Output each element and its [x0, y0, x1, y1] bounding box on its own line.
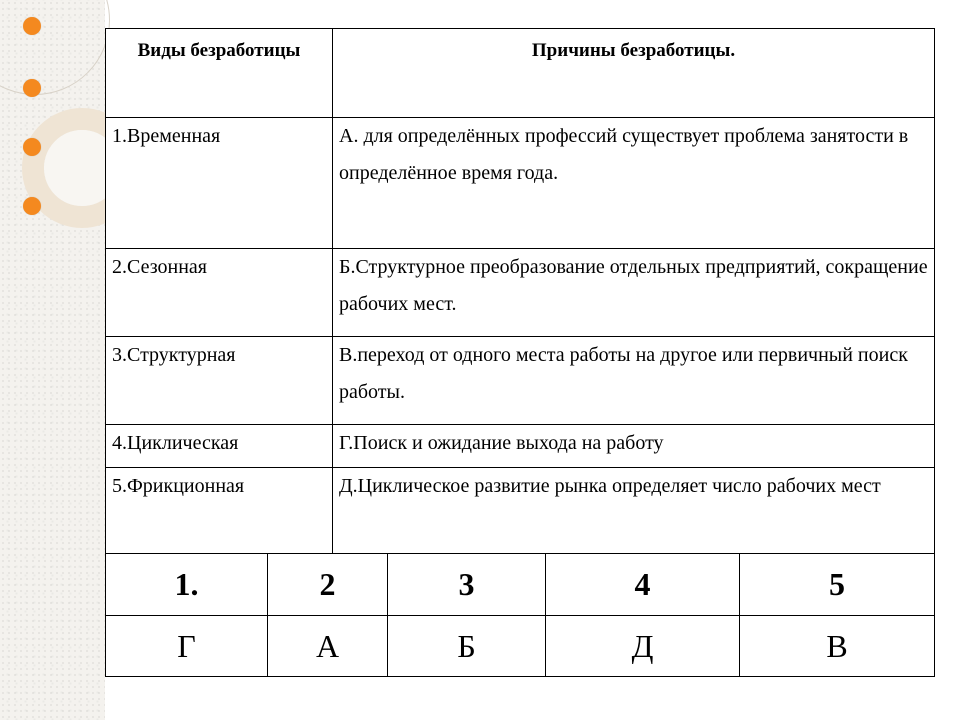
orange-dot-3: [23, 138, 41, 156]
answer-letter-cell: Д: [546, 616, 740, 677]
header-types-label: Виды безработицы: [137, 40, 301, 61]
unemployment-type-cell: 3.Структурная: [106, 337, 333, 425]
orange-dot-2: [23, 79, 41, 97]
answer-letter-cell: Б: [388, 616, 546, 677]
header-reasons-label: Причины безработицы.: [531, 40, 736, 61]
unemployment-reason-cell: Г.Поиск и ожидание выхода на работу: [333, 425, 935, 468]
header-reasons: [333, 29, 935, 118]
answer-number-cell: 4: [546, 554, 740, 616]
table-row: [106, 337, 935, 425]
unemployment-reason-cell: Б.Структурное преобразование отдельных предприятий, сокращение рабочих мест.: [333, 249, 935, 337]
table-row: [106, 118, 935, 249]
unemployment-reason-cell: Д.Циклическое развитие рынка определяет число рабочих мест: [333, 468, 935, 554]
answer-number-cell: 1.: [106, 554, 268, 616]
answer-letter-cell: Г: [106, 616, 268, 677]
answer-number-cell: 2: [268, 554, 388, 616]
answer-letter-cell: А: [268, 616, 388, 677]
answer-letters-row: [106, 616, 935, 677]
answer-number-cell: 3: [388, 554, 546, 616]
unemployment-table: [105, 28, 935, 554]
table-row: [106, 425, 935, 468]
unemployment-type-cell: 4.Циклическая: [106, 425, 333, 468]
answer-numbers-row: [106, 554, 935, 616]
unemployment-type-cell: 2.Сезонная: [106, 249, 333, 337]
table-row: [106, 249, 935, 337]
table-row: [106, 468, 935, 554]
unemployment-reason-cell: В.переход от одного места работы на другое или первичный поиск работы.: [333, 337, 935, 425]
header-types: [106, 29, 333, 118]
answer-number-cell: 5: [740, 554, 935, 616]
answer-letter-cell: В: [740, 616, 935, 677]
answer-table: [105, 553, 935, 677]
orange-dot-1: [23, 17, 41, 35]
unemployment-type-cell: 1.Временная: [106, 118, 333, 249]
unemployment-type-cell: 5.Фрикционная: [106, 468, 333, 554]
unemployment-reason-cell: А. для определённых профессий существует проблема занятости в определённое время года.: [333, 118, 935, 249]
table-header-row: [106, 29, 935, 118]
orange-dot-4: [23, 197, 41, 215]
